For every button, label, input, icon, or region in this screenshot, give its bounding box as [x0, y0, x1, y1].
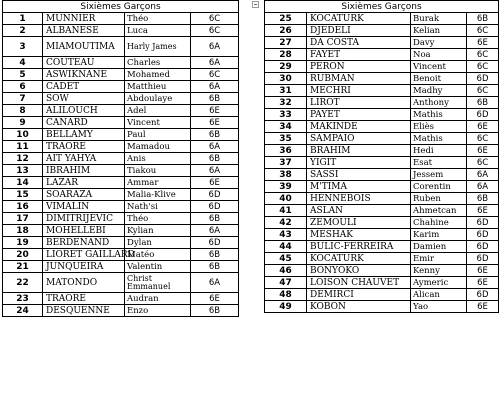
- table-row: [3, 93, 239, 105]
- first-name: Jessem: [411, 169, 467, 181]
- first-name: Valentin: [125, 261, 191, 273]
- table-row: [3, 305, 239, 317]
- last-name: MECHRI: [307, 85, 411, 97]
- row-number: 45: [265, 253, 307, 265]
- table-row: [3, 165, 239, 177]
- row-number: 35: [265, 133, 307, 145]
- row-number: 7: [3, 93, 43, 105]
- class-code: 6E: [191, 293, 239, 305]
- row-number: 14: [3, 177, 43, 189]
- last-name: AIT YAHYA: [43, 153, 125, 165]
- table-row: [265, 85, 499, 97]
- first-name: Chahine: [411, 217, 467, 229]
- last-name: LAZAR: [43, 177, 125, 189]
- table-row: [265, 277, 499, 289]
- last-name: JUNQUEIRA: [43, 261, 125, 273]
- last-name: DIMITRIJEVIC: [43, 213, 125, 225]
- class-code: 6D: [191, 189, 239, 201]
- last-name: KOCATURK: [307, 13, 411, 25]
- row-number: 40: [265, 193, 307, 205]
- last-name: ASWIKNANE: [43, 69, 125, 81]
- class-code: 6E: [467, 205, 499, 217]
- first-name: Corentin: [411, 181, 467, 193]
- table-row: [265, 181, 499, 193]
- last-name: DA COSTA: [307, 37, 411, 49]
- last-name: LIROT: [307, 97, 411, 109]
- class-code: 6D: [467, 73, 499, 85]
- row-number: 5: [3, 69, 43, 81]
- table-row: [3, 273, 239, 293]
- table-row: [3, 293, 239, 305]
- first-name: Tiakou: [125, 165, 191, 177]
- first-name: Madhy: [411, 85, 467, 97]
- first-name: Ruben: [411, 193, 467, 205]
- table-row: [3, 213, 239, 225]
- table-row: [265, 205, 499, 217]
- first-name: Kenny: [411, 265, 467, 277]
- first-name: Karim: [411, 229, 467, 241]
- table-row: [265, 61, 499, 73]
- first-name: Burak: [411, 13, 467, 25]
- last-name: BRAHIM: [307, 145, 411, 157]
- last-name: LOISON CHAUVET: [307, 277, 411, 289]
- table-row: [3, 141, 239, 153]
- table-row: [265, 121, 499, 133]
- first-name: Théo: [125, 213, 191, 225]
- last-name: SOARAZA: [43, 189, 125, 201]
- row-number: 28: [265, 49, 307, 61]
- row-number: 10: [3, 129, 43, 141]
- table-row: [265, 49, 499, 61]
- row-number: 36: [265, 145, 307, 157]
- last-name: ALILOUCH: [43, 105, 125, 117]
- first-name: Christ Emmanuel: [125, 273, 191, 293]
- last-name: TRAORE: [43, 141, 125, 153]
- class-code: 6B: [191, 153, 239, 165]
- row-number: 4: [3, 57, 43, 69]
- last-name: CANARD: [43, 117, 125, 129]
- first-name: Mamadou: [125, 141, 191, 153]
- first-name: Paul: [125, 129, 191, 141]
- row-number: 48: [265, 289, 307, 301]
- last-name: SASSI: [307, 169, 411, 181]
- table-row: [265, 265, 499, 277]
- table-row: [3, 189, 239, 201]
- row-number: 47: [265, 277, 307, 289]
- class-code: 6A: [191, 225, 239, 237]
- first-name: Matéo: [125, 249, 191, 261]
- class-code: 6A: [191, 37, 239, 57]
- first-name: Dylan: [125, 237, 191, 249]
- class-code: 6D: [191, 201, 239, 213]
- row-number: 26: [265, 25, 307, 37]
- class-code: 6B: [191, 213, 239, 225]
- table-row: [3, 261, 239, 273]
- class-code: 6B: [467, 193, 499, 205]
- row-number: 43: [265, 229, 307, 241]
- class-code: 6C: [467, 49, 499, 61]
- table-row: [3, 225, 239, 237]
- last-name: MESHAK: [307, 229, 411, 241]
- table-row: [3, 249, 239, 261]
- first-name: Mohamed: [125, 69, 191, 81]
- first-name: Abdoulaye: [125, 93, 191, 105]
- last-name: MATONDO: [43, 273, 125, 293]
- table-row: [265, 229, 499, 241]
- first-name: Mathis: [411, 133, 467, 145]
- table-row: [265, 157, 499, 169]
- first-name: Benoit: [411, 73, 467, 85]
- table-row: [3, 25, 239, 37]
- last-name: CADET: [43, 81, 125, 93]
- row-number: 24: [3, 305, 43, 317]
- first-name: Audran: [125, 293, 191, 305]
- row-number: 21: [3, 261, 43, 273]
- class-code: 6A: [467, 169, 499, 181]
- table-row: [265, 97, 499, 109]
- row-number: 33: [265, 109, 307, 121]
- class-code: 6D: [467, 289, 499, 301]
- last-name: DEMIRCI: [307, 289, 411, 301]
- row-number: 16: [3, 201, 43, 213]
- first-name: Ahmetcan: [411, 205, 467, 217]
- class-code: 6E: [191, 177, 239, 189]
- row-number: 25: [265, 13, 307, 25]
- first-name: Kylian: [125, 225, 191, 237]
- row-number: 23: [3, 293, 43, 305]
- table-row: [3, 69, 239, 81]
- row-number: 8: [3, 105, 43, 117]
- row-number: 32: [265, 97, 307, 109]
- first-name: Vincent: [411, 61, 467, 73]
- class-code: 6C: [467, 133, 499, 145]
- first-name: Davy: [411, 37, 467, 49]
- table-row: [265, 25, 499, 37]
- table-title: Sixièmes Garçons: [265, 1, 499, 13]
- table-row: [265, 217, 499, 229]
- last-name: YIGIT: [307, 157, 411, 169]
- first-name: Esat: [411, 157, 467, 169]
- row-number: 29: [265, 61, 307, 73]
- class-code: 6D: [467, 241, 499, 253]
- row-number: 12: [3, 153, 43, 165]
- first-name: Damien: [411, 241, 467, 253]
- class-code: 6B: [191, 129, 239, 141]
- class-code: 6D: [467, 229, 499, 241]
- row-number: 42: [265, 217, 307, 229]
- class-code: 6C: [467, 157, 499, 169]
- row-number: 19: [3, 237, 43, 249]
- row-number: 15: [3, 189, 43, 201]
- last-name: FAYET: [307, 49, 411, 61]
- table-row: [3, 177, 239, 189]
- last-name: KOCATURK: [307, 253, 411, 265]
- row-number: 27: [265, 37, 307, 49]
- first-name: Charles: [125, 57, 191, 69]
- last-name: HENNEBOIS: [307, 193, 411, 205]
- row-number: 13: [3, 165, 43, 177]
- first-name: Anis: [125, 153, 191, 165]
- row-number: 39: [265, 181, 307, 193]
- row-number: 18: [3, 225, 43, 237]
- first-name: Vincent: [125, 117, 191, 129]
- first-name: Yao: [411, 301, 467, 313]
- first-name: Adel: [125, 105, 191, 117]
- last-name: VIMALIN: [43, 201, 125, 213]
- last-name: TRAORE: [43, 293, 125, 305]
- last-name: ALBANESE: [43, 25, 125, 37]
- last-name: IBRAHIM: [43, 165, 125, 177]
- first-name: Luca: [125, 25, 191, 37]
- table-row: [3, 81, 239, 93]
- table-row: [3, 57, 239, 69]
- class-code: 6D: [467, 253, 499, 265]
- first-name: Mathis: [411, 109, 467, 121]
- table-title: Sixièmes Garçons: [3, 1, 239, 13]
- table-row: [265, 145, 499, 157]
- table-row: [265, 193, 499, 205]
- first-name: Eliès: [411, 121, 467, 133]
- last-name: BERDENAND: [43, 237, 125, 249]
- last-name: BULIC-FERREIRA: [307, 241, 411, 253]
- class-code: 6C: [467, 61, 499, 73]
- row-number: 41: [265, 205, 307, 217]
- class-code: 6E: [467, 145, 499, 157]
- class-code: 6E: [467, 265, 499, 277]
- class-code: 6C: [191, 13, 239, 25]
- class-code: 6B: [191, 261, 239, 273]
- first-name: Kelian: [411, 25, 467, 37]
- last-name: BONYOKO: [307, 265, 411, 277]
- class-code: 6A: [191, 165, 239, 177]
- class-code: 6D: [191, 237, 239, 249]
- row-number: 2: [3, 25, 43, 37]
- row-number: 30: [265, 73, 307, 85]
- class-code: 6D: [467, 109, 499, 121]
- table-move-handle-icon[interactable]: [252, 1, 259, 8]
- first-name: Enzo: [125, 305, 191, 317]
- last-name: ASLAN: [307, 205, 411, 217]
- row-number: 38: [265, 169, 307, 181]
- table-row: [265, 37, 499, 49]
- class-code: 6C: [191, 25, 239, 37]
- table-row: [3, 201, 239, 213]
- last-name: ZEMOULI: [307, 217, 411, 229]
- last-name: MAKINDE: [307, 121, 411, 133]
- last-name: COUTEAU: [43, 57, 125, 69]
- class-code: 6A: [467, 181, 499, 193]
- class-code: 6B: [191, 93, 239, 105]
- table-row: [265, 13, 499, 25]
- first-name: Alican: [411, 289, 467, 301]
- left-table: [2, 0, 238, 317]
- table-row: [265, 169, 499, 181]
- table-row: [3, 129, 239, 141]
- last-name: BELLAMY: [43, 129, 125, 141]
- table-row: [265, 73, 499, 85]
- last-name: PERON: [307, 61, 411, 73]
- row-number: 49: [265, 301, 307, 313]
- row-number: 31: [265, 85, 307, 97]
- row-number: 20: [3, 249, 43, 261]
- class-code: 6B: [467, 13, 499, 25]
- first-name: Malia-Klive: [125, 189, 191, 201]
- row-number: 6: [3, 81, 43, 93]
- last-name: RUBMAN: [307, 73, 411, 85]
- last-name: SAMPAIO: [307, 133, 411, 145]
- row-number: 44: [265, 241, 307, 253]
- table-row: [265, 241, 499, 253]
- first-name: Ammar: [125, 177, 191, 189]
- table-row: [3, 37, 239, 57]
- class-code: 6A: [191, 141, 239, 153]
- row-number: 17: [3, 213, 43, 225]
- class-code: 6E: [191, 105, 239, 117]
- last-name: MUNNIER: [43, 13, 125, 25]
- table-row: [3, 105, 239, 117]
- first-name: Hedi: [411, 145, 467, 157]
- class-code: 6D: [467, 217, 499, 229]
- first-name: Théo: [125, 13, 191, 25]
- class-code: 6A: [191, 81, 239, 93]
- table-row: [265, 133, 499, 145]
- last-name: LIORET GAILLARD: [43, 249, 125, 261]
- class-code: 6E: [467, 37, 499, 49]
- table-row: [265, 253, 499, 265]
- class-code: 6B: [191, 305, 239, 317]
- class-code: 6E: [467, 277, 499, 289]
- first-name: Nath'si: [125, 201, 191, 213]
- table-row: [265, 289, 499, 301]
- row-number: 3: [3, 37, 43, 57]
- table-row: [265, 109, 499, 121]
- row-number: 9: [3, 117, 43, 129]
- first-name: Matthieu: [125, 81, 191, 93]
- table-row: [3, 117, 239, 129]
- first-name: Emir: [411, 253, 467, 265]
- class-code: 6B: [191, 249, 239, 261]
- row-number: 46: [265, 265, 307, 277]
- last-name: PAYET: [307, 109, 411, 121]
- first-name: Harly James: [125, 37, 191, 57]
- table-row: [3, 237, 239, 249]
- last-name: MOHELLEBI: [43, 225, 125, 237]
- right-table: [264, 0, 498, 313]
- table-row: [3, 153, 239, 165]
- last-name: KOBON: [307, 301, 411, 313]
- class-code: 6A: [191, 273, 239, 293]
- last-name: MIAMOUTIMA: [43, 37, 125, 57]
- class-code: 6A: [191, 57, 239, 69]
- row-number: 37: [265, 157, 307, 169]
- row-number: 1: [3, 13, 43, 25]
- row-number: 34: [265, 121, 307, 133]
- table-row: [3, 13, 239, 25]
- class-code: 6B: [467, 97, 499, 109]
- first-name: Noa: [411, 49, 467, 61]
- table-row: [265, 301, 499, 313]
- class-code: 6E: [467, 121, 499, 133]
- class-code: 6C: [467, 25, 499, 37]
- last-name: M'TIMA: [307, 181, 411, 193]
- first-name: Aymeric: [411, 277, 467, 289]
- class-code: 6E: [467, 301, 499, 313]
- first-name: Anthony: [411, 97, 467, 109]
- last-name: DJEDELI: [307, 25, 411, 37]
- last-name: SOW: [43, 93, 125, 105]
- row-number: 22: [3, 273, 43, 293]
- class-code: 6C: [191, 69, 239, 81]
- class-code: 6E: [191, 117, 239, 129]
- class-code: 6C: [467, 85, 499, 97]
- row-number: 11: [3, 141, 43, 153]
- last-name: DESQUENNE: [43, 305, 125, 317]
